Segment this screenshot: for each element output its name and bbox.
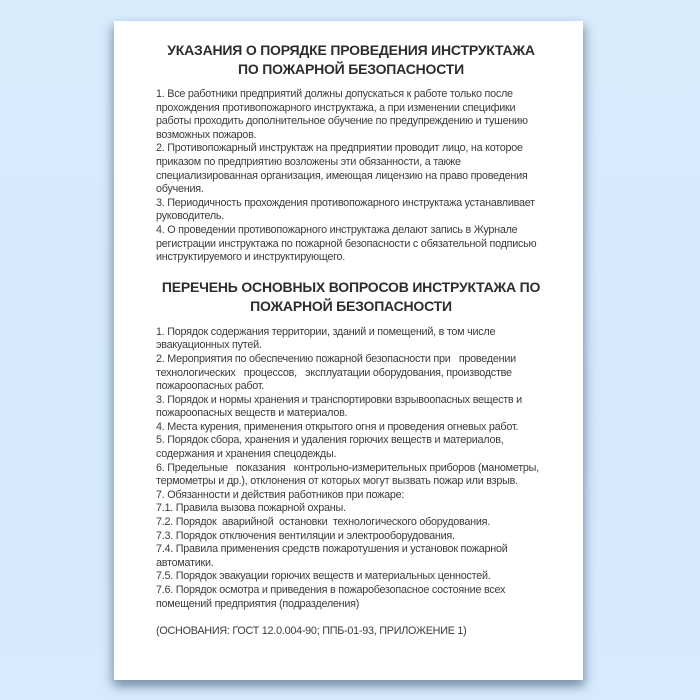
instruction-paragraph-2: 2. Противопожарный инструктаж на предприятии проводит лицо, на которое приказом по предприятию возложены эти обязанности, а также специализированная организация, имеющая лицензию на право проведения обучения. — [156, 142, 531, 196]
section1-body — [156, 88, 546, 265]
list-item-3: 3. Порядок и нормы хранения и транспортировки взрывоопасных веществ и пожароопасных веществ и материалов. — [156, 393, 525, 420]
list-item-5: 5. Порядок сбора, хранения и удаления горючих веществ и материалов, содержания и хранения спецодежды. — [156, 434, 507, 461]
list-item-7-4: 7.4. Правила применения средств пожаротушения и установок пожарной автоматики. — [156, 543, 511, 569]
list-item-7-2: 7.2. Порядок аварийной остановки технологического оборудования. — [156, 516, 490, 529]
section2-title: ПЕРЕЧЕНЬ ОСНОВНЫХ ВОПРОСОВ ИНСТРУКТАЖА ПО ПОЖАРНОЙ БЕЗОПАСНОСТИ — [161, 278, 541, 314]
list-item-1: 1. Порядок содержания территории, зданий и помещений, в том числе эвакуационных путей. — [156, 325, 498, 352]
section1-title: УКАЗАНИЯ О ПОРЯДКЕ ПРОВЕДЕНИЯ ИНСТРУКТАЖА ПО ПОЖАРНОЙ БЕЗОПАСНОСТИ — [167, 42, 535, 77]
legal-basis-note: (ОСНОВАНИЯ: ГОСТ 12.0.004-90; ППБ-01-93, ПРИЛОЖЕНИЕ 1) — [156, 625, 467, 638]
instruction-paragraph-3: 3. Периодичность прохождения противопожарного инструктажа устанавливает руководитель. — [156, 196, 538, 223]
list-item-2: 2. Мероприятия по обеспечению пожарной безопасности при проведении технологических процессов, эксплуатации оборудования, производстве пожароопасных работ. — [156, 352, 519, 393]
list-item-7-6: 7.6. Порядок осмотра и приведения в пожаробезопасное состояние всех помещений предприятия (подразделения) — [156, 584, 508, 610]
list-item-4: 4. Места курения, применения открытого огня и проведения огневых работ. — [156, 420, 519, 433]
list-item-7-1: 7.1. Правила вызова пожарной охраны. — [156, 502, 346, 515]
list-item-7: 7. Обязанности и действия работников при пожаре: — [156, 488, 405, 501]
list-item-7-3: 7.3. Порядок отключения вентиляции и электрооборудования. — [156, 529, 455, 542]
instruction-paragraph-4: 4. О проведении противопожарного инструктажа делают запись в Журнале регистрации инструктажа по пожарной безопасности с обязательной подписью инструктируемого и инструктирующего. — [156, 223, 540, 264]
list-item-6: 6. Предельные показания контрольно-измерительных приборов (манометры, термометры и др.), отклонения от которых могут вызвать пожар или взрыв. — [156, 461, 542, 488]
list-item-7-5: 7.5. Порядок эвакуации горючих веществ и материальных ценностей. — [156, 570, 491, 583]
section2-body — [156, 326, 546, 611]
instruction-paragraph-1: 1. Все работники предприятий должны допускаться к работе только после прохождения противопожарного инструктажа, а при изменении специфики работы проходить дополнительное обучение по предупреждению и тушению возможных пожаров. — [156, 88, 531, 141]
document-page — [114, 21, 583, 680]
